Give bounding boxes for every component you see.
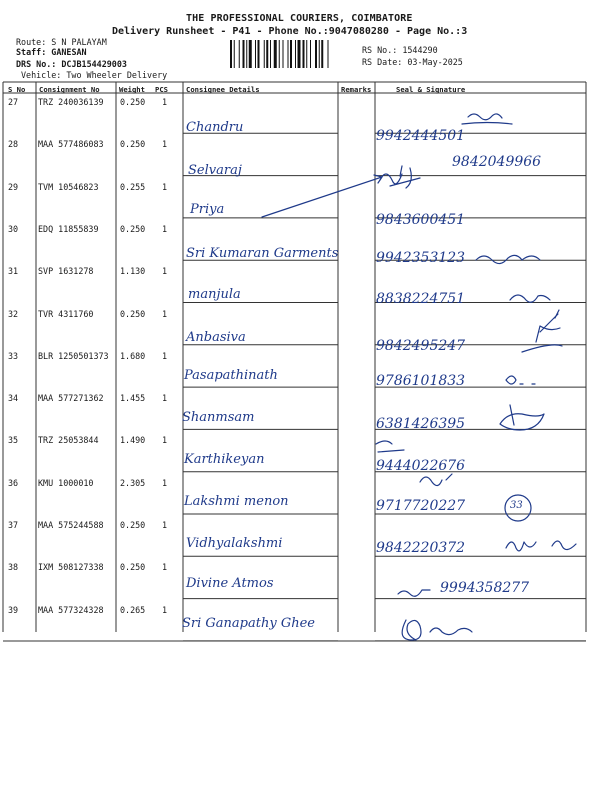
tamil-note-row30 (476, 255, 540, 263)
signature-row33 (506, 376, 535, 384)
consignee-name: Vidhyalakshmi (186, 536, 283, 551)
signature-row37 (506, 541, 576, 551)
row-sno: 39 (8, 604, 19, 615)
row-sno: 29 (8, 181, 19, 192)
consignee-phone: 9717720227 (376, 498, 466, 514)
row-consignment: TVM 10546823 (38, 181, 99, 192)
consignee-phone: 9843600451 (376, 212, 466, 228)
row-weight: 1.455 (120, 393, 146, 404)
row-consignment: MAA 577486083 (38, 139, 104, 150)
row-weight: 0.250 (120, 97, 146, 107)
consignee-phone: 9942444501 (376, 128, 466, 144)
consignee-phone: 9994358277 (440, 580, 530, 596)
tamil-note-row38 (398, 590, 430, 596)
company-title: THE PROFESSIONAL COURIERS, COIMBATORE (186, 13, 413, 24)
row-sno: 32 (8, 308, 19, 319)
row-sno: 37 (8, 520, 19, 530)
consignee-phone: 8838224751 (376, 291, 466, 307)
col-header-weight: Weight (119, 85, 145, 94)
circle-annotation-text: 33 (510, 500, 523, 511)
row-weight: 0.255 (120, 181, 146, 192)
row-consignment: TRZ 240036139 (38, 97, 104, 107)
row-weight: 2.305 (120, 477, 146, 488)
row-consignment: KMU 1000010 (38, 477, 94, 488)
consignee-name: Sri Kumaran Garments (186, 246, 339, 261)
row-pcs: 1 (162, 350, 168, 361)
row-consignment: IXM 508127338 (38, 562, 104, 573)
row-sno: 35 (8, 435, 19, 446)
signature-row28 (380, 166, 420, 188)
consignee-name: Shanmsam (182, 410, 255, 425)
row-pcs: 1 (162, 477, 168, 488)
consignee-phone: 9444022676 (376, 458, 466, 474)
route-label: Route: S N PALAYAM (16, 37, 107, 47)
row-weight: 1.130 (120, 266, 146, 277)
mark-row35 (376, 441, 404, 452)
consignee-name: Divine Atmos (186, 576, 274, 591)
consignee-phone: 9842220372 (376, 540, 466, 556)
runsheet-subtitle: Delivery Runsheet - P41 - Phone No.:9047080280 - Page No.:3 (112, 26, 468, 37)
row-sno: 34 (8, 393, 19, 404)
signature-row39 (402, 620, 472, 640)
consignee-phone: 9842495247 (376, 338, 466, 354)
rs-number: RS No.: 1544290 (362, 45, 438, 55)
consignee-name: Lakshmi menon (184, 494, 289, 509)
row-pcs: 1 (162, 139, 168, 150)
col-header-seal: Seal & Signature (396, 85, 466, 94)
row-weight: 0.250 (120, 562, 146, 573)
consignee-name: Chandru (186, 120, 244, 135)
row-sno: 36 (8, 477, 19, 488)
row-pcs: 1 (162, 562, 168, 573)
col-header-consignee: Consignee Details (186, 85, 260, 94)
col-header-pcs: PCS (155, 85, 168, 94)
row-pcs: 1 (162, 520, 168, 530)
consignee-name: Karthikeyan (184, 452, 265, 467)
consignee-phone: 6381426395 (376, 416, 466, 432)
row-weight: 0.250 (120, 139, 146, 150)
signature-row32 (522, 314, 562, 352)
row-sno: 28 (8, 139, 19, 150)
signature-row31 (510, 295, 559, 318)
consignee-phone: 9842049966 (452, 154, 542, 170)
consignee-name: Anbasiva (186, 330, 246, 345)
row-weight: 0.265 (120, 604, 146, 615)
row-sno: 38 (8, 562, 19, 573)
row-weight: 0.250 (120, 308, 146, 319)
consignee-phone: 9942353123 (376, 250, 466, 266)
row-pcs: 1 (162, 604, 168, 615)
consignee-name: Selvaraj (188, 163, 242, 178)
row-sno: 31 (8, 266, 19, 277)
row-pcs: 1 (162, 308, 168, 319)
drs-number: DRS No.: DCJB154429003 (16, 59, 127, 69)
col-header-remarks: Remarks (341, 85, 372, 94)
row-weight: 0.250 (120, 520, 146, 530)
signature-row34 (500, 405, 544, 430)
arrow-row29 (262, 175, 382, 217)
row-consignment: MAA 577324328 (38, 604, 104, 615)
row-pcs: 1 (162, 435, 168, 446)
row-sno: 27 (8, 97, 19, 107)
row-consignment: MAA 577271362 (38, 393, 104, 404)
row-sno: 30 (8, 223, 19, 234)
row-weight: 0.250 (120, 223, 146, 234)
row-weight: 1.680 (120, 350, 146, 361)
consignee-name: Pasapathinath (184, 368, 278, 383)
consignee-phone: 9786101833 (376, 373, 466, 389)
row-sno: 33 (8, 350, 19, 361)
row-pcs: 1 (162, 393, 168, 404)
rs-date: RS Date: 03-May-2025 (362, 57, 463, 67)
row-consignment: TVR 4311760 (38, 308, 94, 319)
staff-label: Staff: GANESAN (16, 47, 87, 57)
row-pcs: 1 (162, 223, 168, 234)
consignee-name: Priya (190, 202, 225, 217)
tamil-note-row36 (420, 474, 452, 486)
row-weight: 1.490 (120, 435, 146, 446)
row-consignment: SVP 1631278 (38, 266, 94, 277)
consignee-name: manjula (188, 287, 241, 302)
consignee-name: Sri Ganapathy Ghee (182, 616, 315, 631)
col-header-consignment: Consignment No (39, 85, 100, 94)
row-consignment: EDQ 11855839 (38, 223, 99, 234)
signature-row27 (462, 114, 512, 124)
row-pcs: 1 (162, 181, 168, 192)
vehicle-label: Vehicle: Two Wheeler Delivery (21, 70, 168, 80)
row-consignment: MAA 575244588 (38, 520, 104, 530)
row-pcs: 1 (162, 97, 168, 107)
row-consignment: BLR 1250501373 (38, 350, 109, 361)
row-pcs: 1 (162, 266, 168, 277)
row-consignment: TRZ 25053844 (38, 435, 99, 446)
col-header-sno: S No (8, 85, 26, 94)
